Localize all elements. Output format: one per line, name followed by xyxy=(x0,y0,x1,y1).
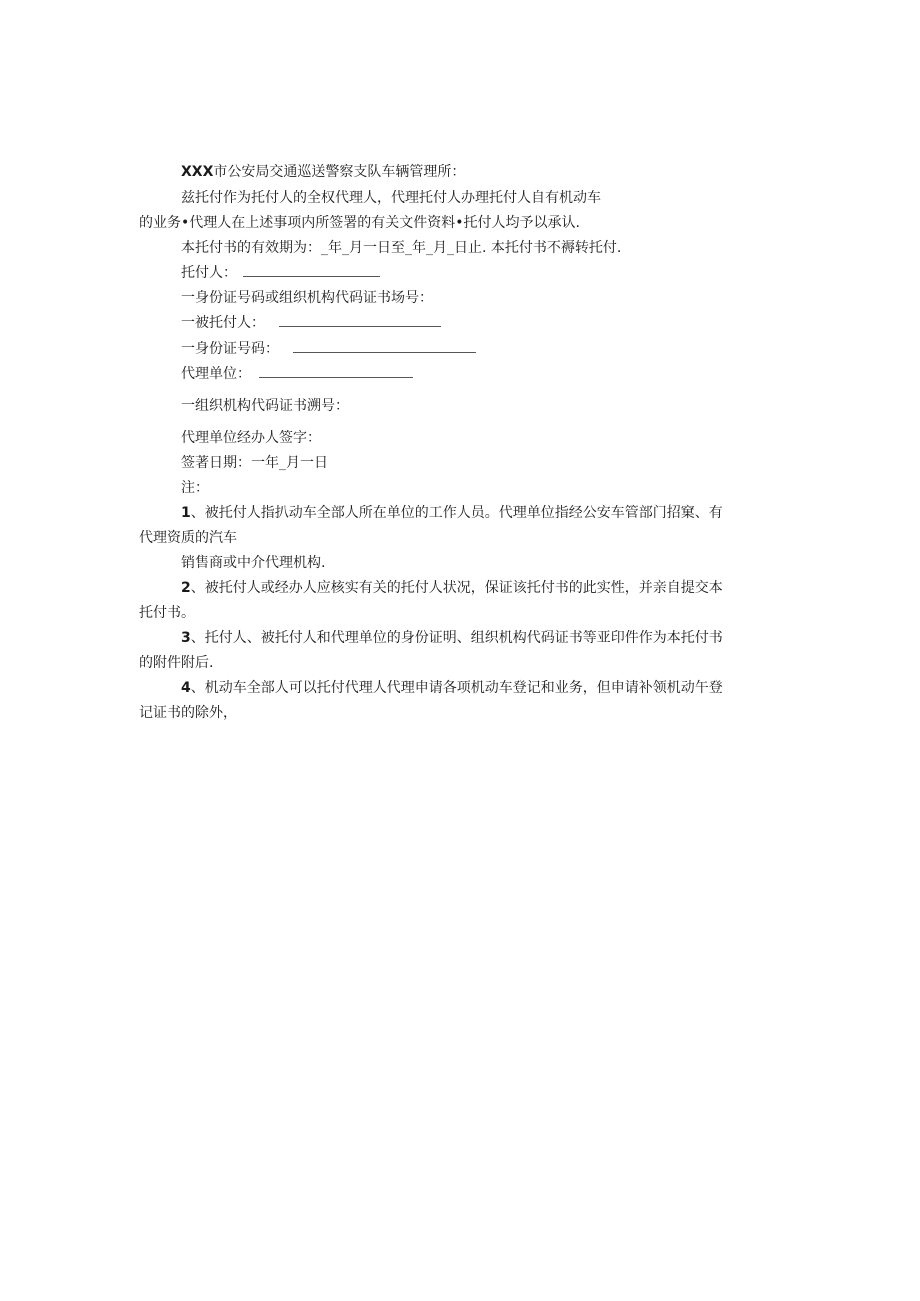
note-2-line-2: 托付书。 xyxy=(139,605,195,621)
note-2-text: 、被托付人或经办人应核实有关的托付人状况，保证该托付书的此实性，并亲自提交本 xyxy=(190,580,723,596)
addressee-line xyxy=(181,162,465,182)
principal-label: 托付人： xyxy=(181,265,237,281)
note-4-line-1 xyxy=(181,678,723,698)
note-4-line-2: 记证书的除外， xyxy=(139,705,237,721)
note-3-text: 、托付人、被托付人和代理单位的身份证明、组织机构代码证书等亚印件作为本托付书 xyxy=(190,630,723,646)
note-3-line-1 xyxy=(181,628,723,648)
body-line-2: 的业务•代理人在上述事项内所签署的有关文件资料•托付人均予以承认. xyxy=(139,215,580,231)
principal-field xyxy=(181,263,380,283)
agent-org-code-field: 一组织机构代码证书溯号： xyxy=(181,398,349,414)
principal-blank xyxy=(243,264,380,277)
note-4-number: 4 xyxy=(181,680,191,696)
agent-unit-field xyxy=(181,364,413,384)
addressee-code: XXX xyxy=(181,164,214,180)
agent-id-blank xyxy=(293,340,476,353)
agent-person-label: 一被托付人： xyxy=(181,315,265,331)
addressee-text: 市公安局交通巡送警察支队车辆管理所： xyxy=(213,164,466,180)
agent-unit-label: 代理单位： xyxy=(181,366,251,382)
notes-label: 注： xyxy=(181,480,209,496)
body-line-1: 兹托付作为托付人的全权代理人，代理托付人办理托付人自有机动车 xyxy=(181,190,601,206)
note-1-line-3: 销售商或中介代理机构. xyxy=(181,555,326,571)
validity-line: 本托付书的有效期为：_年_月一日至_年_月_日止. 本托付书不褥转托付. xyxy=(181,240,622,256)
note-1-number: 1 xyxy=(181,505,191,521)
note-3-line-2: 的附件附后. xyxy=(139,655,214,671)
note-1-line-2: 代理资质的汽车 xyxy=(139,530,237,546)
principal-id-field: 一身份证号码或组织机构代码证书场号： xyxy=(181,290,433,306)
note-3-number: 3 xyxy=(181,630,191,646)
note-1-text: 、被托付人指扒动车全部人所在单位的工作人员。代理单位指经公安车管部门招窠、有 xyxy=(190,505,723,521)
note-4-text: 、机动车全部人可以托付代理人代理申请各项机动车登记和业务，但申请补领机动午登 xyxy=(190,680,723,696)
note-2-line-1 xyxy=(181,578,723,598)
agent-id-label: 一身份证号码： xyxy=(181,341,279,357)
agent-person-blank xyxy=(279,314,441,327)
sign-date-field: 签著日期：一年_月一日 xyxy=(181,455,328,471)
agent-unit-blank xyxy=(259,365,413,378)
note-2-number: 2 xyxy=(181,580,191,596)
note-1-line-1 xyxy=(181,503,723,523)
agent-person-field xyxy=(181,313,441,333)
handler-signature-field: 代理单位经办人签字： xyxy=(181,430,321,446)
agent-id-field xyxy=(181,339,476,359)
